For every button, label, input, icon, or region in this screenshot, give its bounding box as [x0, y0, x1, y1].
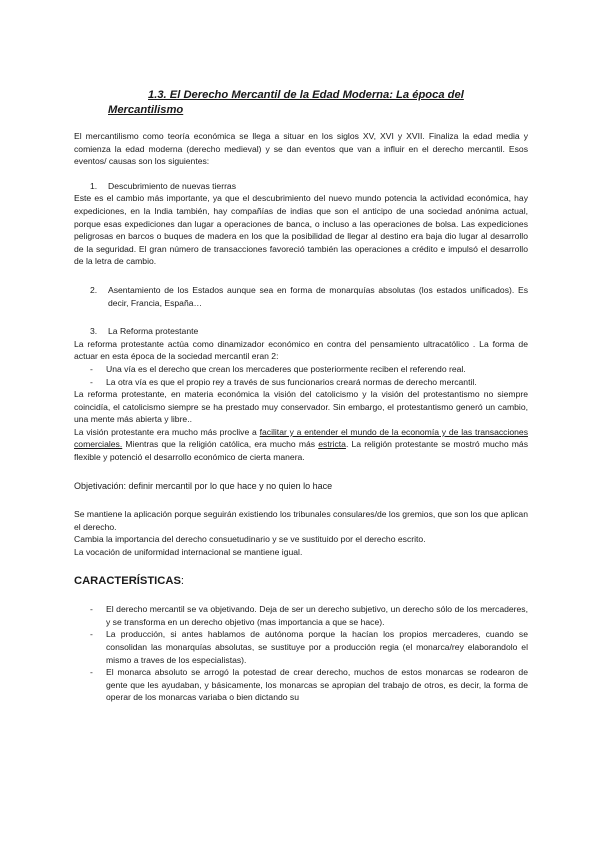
- title-line-1: 1.3. El Derecho Mercantil de la Edad Moderna: La época del: [148, 89, 464, 101]
- item-2-text: Asentamiento de los Estados aunque sea en forma de monarquías absolutas (los estados unificados). Es decir, Francia, España…: [108, 284, 528, 308]
- list-item-text: La otra vía es que el propio rey a través de sus funcionarios creará normas de derecho mercantil.: [106, 376, 477, 387]
- item-3-body-2: La reforma protestante, en materia económica la visión del catolicismo y la visión del protestantismo no siempre coincidía, el catolicismo siempre se ha prestado muy conservador. Sin embargo, el protestantismo generó un cambio, una mente más abierta y libre..: [74, 389, 528, 425]
- title-line-2: Mercantilismo: [108, 104, 184, 116]
- item-1-number: 1.: [90, 180, 98, 191]
- dash-bullet: -: [90, 376, 93, 387]
- mantiene-line-1: Se mantiene la aplicación porque seguirán existiendo los tribunales consulares/de los gremios, que son los que aplican el derecho.: [74, 509, 528, 532]
- list-item: [74, 628, 528, 666]
- list-item: [74, 363, 528, 376]
- body3-part-b: Mientras que la religión católica, era mucho más: [122, 439, 319, 450]
- body3-underlined-1: facilitar y a entender el mundo de la economía y de las transacciones comerciales.: [74, 426, 528, 450]
- item-3-body-3: [74, 426, 528, 464]
- objetivacion-line: Objetivación: definir mercantil por lo que hace y no quien lo hace: [74, 480, 333, 491]
- dash-bullet: -: [90, 604, 93, 615]
- dash-bullet: -: [90, 363, 93, 374]
- list-item-text: Una vía es el derecho que crean los mercaderes que posteriormente reciben el referendo real.: [106, 363, 466, 374]
- body3-underlined-2: estricta: [318, 439, 346, 450]
- caracteristicas-list: [74, 603, 528, 704]
- section-title: [108, 88, 508, 118]
- item-3-body-1: La reforma protestante actúa como dinamizador económico en contra del pensamiento ultracatólico . La forma de actuar en esta época de la sociedad mercantil eran 2:: [74, 338, 528, 362]
- item-2: [74, 284, 528, 309]
- list-item-text: El monarca absoluto se arrogó la potestad de crear derecho, muchos de estos monarcas se rodearon de gente que les ayudaban, y básicamente, los monarcas se apropian del trabajo de otros, es decir, la forma de operar de los monarcas variaba o bien dictando su: [106, 667, 528, 703]
- list-item: [74, 603, 528, 628]
- item-3-heading-text: La Reforma protestante: [108, 326, 199, 337]
- item-1-body: Este es el cambio más importante, ya que el descubrimiento del nuevo mundo potencia la actividad económica, hay expediciones, en la India también, hay compañías de indias que son el anticipo de una sociedad anónima actual, porque esas expediciones dan lugar a operaciones de banca, o incluso a las operaciones de bolsa. Las expediciones peligrosas en barcos o buques de madera en los que la posibilidad de llegar al destino era baja dio lugar al desarrollo de la seguridad. El gran número de transacciones favoreció también las operaciones a crédito e impulsó el desarrollo de la letra de cambio.: [74, 193, 528, 267]
- list-item: [74, 666, 528, 704]
- caracteristicas-colon: :: [180, 574, 185, 587]
- list-item-text: La producción, si antes hablamos de autónoma porque la hacían los propios mercaderes, cuando se consolidan las monarquías absolutas, se sustituye por a producción regia (el monarca/rey elaborandolo el mismo a traves de los especialistas).: [106, 629, 528, 665]
- item-2-number: 2.: [90, 284, 98, 295]
- list-item: [74, 376, 528, 389]
- item-3-heading: [74, 325, 528, 338]
- item-1-heading-text: Descubrimiento de nuevas tierras: [108, 180, 237, 191]
- item-3-number: 3.: [90, 326, 98, 337]
- dash-bullet: -: [90, 667, 93, 678]
- dash-bullet: -: [90, 629, 93, 640]
- caracteristicas-heading-text: CARACTERÍSTICAS: [74, 574, 181, 587]
- document-body: [74, 130, 528, 704]
- intro-paragraph: El mercantilismo como teoría económica se llega a situar en los siglos XV, XVI y XVII. Finaliza la edad media y comienza la edad moderna (derecho medieval) y se dan eventos que van a influir en el derecho mercantil. Esos eventos/ causas son los siguientes:: [74, 131, 528, 167]
- body3-part-a: La visión protestante era mucho más proclive a: [74, 426, 260, 437]
- item-1-heading: [74, 180, 528, 193]
- body3-part-c: . La religión protestante se mostró mucho más flexible y potenció el desarrollo económico de cierta manera.: [74, 439, 529, 463]
- caracteristicas-heading: [74, 575, 528, 588]
- item-3-dash-list: [74, 363, 528, 388]
- mantiene-line-2: Cambia la importancia del derecho consuetudinario y se ve sustituido por el derecho escrito.: [74, 534, 426, 545]
- mantiene-line-3: La vocación de uniformidad internacional se mantiene igual.: [74, 547, 303, 558]
- list-item-text: El derecho mercantil se va objetivando. Deja de ser un derecho subjetivo, un derecho sólo de los mercaderes, y se transforma en un derecho objetivo (mas importancia a que se hace).: [106, 604, 528, 627]
